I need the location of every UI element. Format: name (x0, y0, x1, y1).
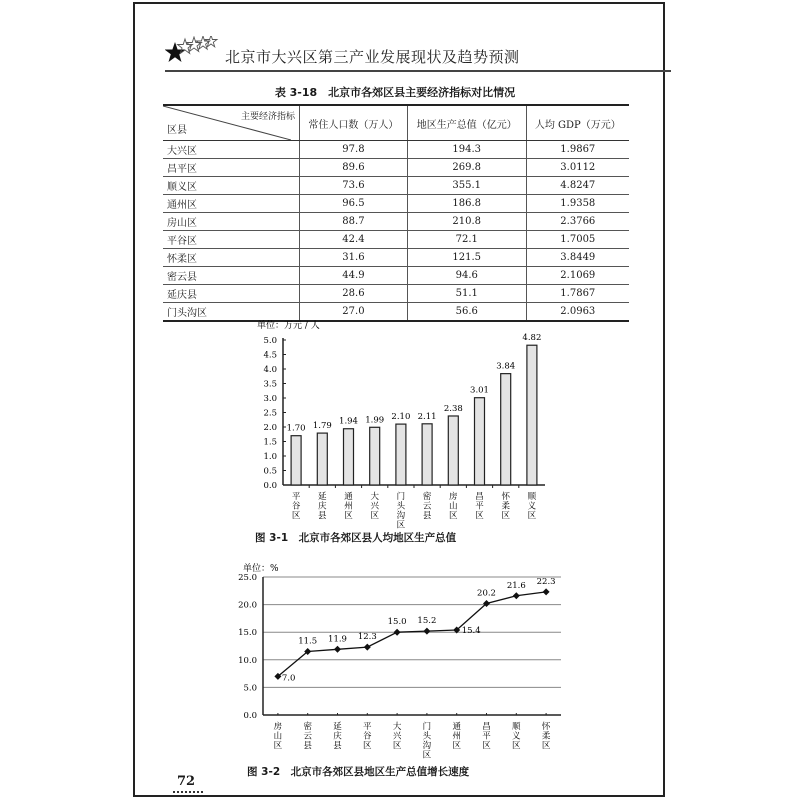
chart2-value-label: 15.2 (417, 616, 437, 627)
page-number-ornament (173, 791, 203, 795)
gdp-per-capita-cell: 1.9867 (526, 141, 629, 159)
gdp-cell: 56.6 (407, 303, 526, 322)
population-cell: 42.4 (300, 231, 408, 249)
chart1-category-label: 平 (291, 492, 301, 502)
chart2-diamond-marker (334, 646, 341, 653)
chart2-value-label: 21.6 (506, 580, 526, 591)
chart2-diamond-marker (364, 644, 371, 651)
table-row (163, 141, 629, 159)
chart1-value-label: 1.79 (312, 421, 332, 432)
economic-indicators-table (163, 104, 629, 322)
chart1-category-label: 头 (396, 501, 406, 512)
district-name-cell: 密云县 (163, 267, 300, 285)
gdp-cell: 72.1 (407, 231, 526, 249)
chart1-bar (370, 427, 380, 485)
district-name-cell: 延庆县 (163, 285, 300, 303)
chart1-category-label: 区 (527, 511, 537, 521)
chart2-value-label: 12.3 (357, 632, 377, 643)
chart1-category-label: 怀 (501, 492, 510, 502)
chart1-category-label: 平 (475, 501, 484, 512)
chart2-category-label: 延 (333, 722, 342, 732)
chart1-y-tick-label: 4.5 (263, 350, 277, 361)
chart1-bar (291, 436, 301, 485)
chart2-category-label: 谷 (363, 731, 372, 742)
chart1-value-label: 1.94 (339, 416, 358, 427)
chart2-category-label: 柔 (541, 731, 551, 742)
chart1-unit-label: 单位：万元 / 人 (257, 321, 320, 331)
gdp-cell: 121.5 (407, 249, 526, 267)
chart1-value-label: 2.10 (391, 412, 411, 423)
chart1-y-tick-label: 5.0 (263, 336, 277, 346)
chart2-category-label: 头 (422, 731, 432, 742)
chart2-x-labels (274, 713, 551, 761)
chart1-category-label: 山 (449, 501, 458, 512)
chart2-category-label: 县 (303, 741, 312, 751)
chart1-category-label: 区 (501, 511, 510, 521)
gdp-per-capita-cell: 1.7867 (526, 285, 629, 303)
chart1-category-label: 义 (527, 501, 537, 512)
chart1-bar (422, 424, 432, 485)
chart1-bar (527, 345, 537, 485)
table-row (163, 195, 629, 213)
district-name-cell: 怀柔区 (163, 249, 300, 267)
chart2-category-label: 平 (482, 731, 491, 742)
chart2-value-label: 20.2 (477, 588, 496, 599)
chart1-value-label: 2.11 (417, 411, 437, 422)
chart2-y-tick-label: 15.0 (238, 628, 257, 639)
table-row (163, 213, 629, 231)
chart1-bar (344, 429, 354, 485)
chart1-category-label: 庆 (318, 501, 327, 512)
chart1-bars (287, 333, 542, 485)
chart2-category-label: 区 (452, 741, 461, 751)
corner-label-district: 区县 (167, 125, 187, 136)
table-caption: 表 3-18 北京市各郊区县主要经济指标对比情况 (274, 86, 516, 99)
district-name-cell: 门头沟区 (163, 303, 300, 322)
gdp-per-capita-cell: 3.0112 (526, 159, 629, 177)
chart1-category-label: 县 (422, 511, 432, 521)
chart2-category-label: 昌 (482, 722, 491, 732)
chart2-category-label: 区 (482, 741, 491, 751)
chart2-y-tick-label: 0.0 (243, 711, 257, 721)
chart2-category-label: 县 (333, 741, 342, 751)
gdp-cell: 269.8 (407, 159, 526, 177)
chart2-category-label: 密 (303, 722, 312, 732)
chart1-y-tick-label: 2.5 (263, 408, 277, 419)
chart2-category-label: 通 (452, 722, 461, 732)
figure1-caption: 图 3-1 北京市各郊区县人均地区生产总值 (255, 532, 457, 544)
chart1-bar (448, 416, 458, 485)
gdp-cell: 355.1 (407, 177, 526, 195)
table-row (163, 177, 629, 195)
chart1-category-label: 州 (344, 501, 353, 512)
line-chart-gdp-growth (215, 562, 575, 777)
chart2-value-label: 15.0 (387, 617, 407, 628)
chart1-value-label: 1.99 (365, 415, 385, 426)
chart2-category-label: 云 (303, 731, 312, 742)
chart1-category-label: 房 (449, 492, 458, 502)
chart2-category-label: 区 (541, 741, 551, 751)
chart1-category-label: 通 (344, 492, 353, 502)
gdp-cell: 186.8 (407, 195, 526, 213)
chart2-category-label: 平 (363, 722, 372, 732)
chart2-diamond-marker (543, 588, 550, 595)
chart1-bar (475, 398, 485, 485)
chart2-category-label: 区 (512, 741, 521, 751)
chart2-category-label: 义 (512, 731, 521, 742)
gdp-cell: 94.6 (407, 267, 526, 285)
chart1-category-label: 谷 (291, 501, 301, 512)
chart1-y-tick-label: 0.0 (263, 481, 277, 491)
chart1-y-tick-label: 3.5 (263, 379, 277, 390)
chart1-category-label: 区 (344, 511, 353, 521)
table-row (163, 231, 629, 249)
chart2-category-label: 怀 (541, 722, 551, 732)
population-cell: 28.6 (300, 285, 408, 303)
chart1-x-labels (292, 485, 537, 531)
table-row (163, 285, 629, 303)
chart1-y-tick-label: 0.5 (263, 466, 277, 477)
table-corner-header (163, 105, 300, 141)
chart1-category-label: 区 (396, 520, 406, 531)
gdp-per-capita-cell: 2.0963 (526, 303, 629, 322)
district-name-cell: 平谷区 (163, 231, 300, 249)
chart2-y-tick-label: 20.0 (238, 600, 257, 611)
chart2-category-label: 区 (422, 750, 432, 761)
chart2-category-label: 区 (392, 741, 402, 751)
chart1-y-tick-label: 2.0 (263, 423, 277, 433)
district-name-cell: 昌平区 (163, 159, 300, 177)
population-cell: 96.5 (300, 195, 408, 213)
figure2-caption: 图 3-2 北京市各郊区县地区生产总值增长速度 (247, 766, 470, 778)
district-name-cell: 大兴区 (163, 141, 300, 159)
header-title: 北京市大兴区第三产业发展现状及趋势预测 (225, 48, 520, 66)
chart2-category-label: 门 (422, 722, 432, 732)
chart2-value-label: 11.5 (298, 636, 318, 647)
chart2-value-label: 22.3 (536, 576, 556, 587)
page-number: 72 (177, 774, 196, 789)
column-header-population: 常住人口数（万人） (300, 105, 408, 141)
chart1-category-label: 县 (318, 511, 327, 521)
district-name-cell: 房山区 (163, 213, 300, 231)
chart1-category-label: 柔 (501, 501, 510, 512)
chart1-y-tick-label: 1.5 (263, 437, 277, 448)
gdp-per-capita-cell: 1.9358 (526, 195, 629, 213)
chart2-y-tick-label: 25.0 (238, 573, 257, 583)
table-row (163, 267, 629, 285)
chart1-bar (501, 374, 511, 485)
chart2-diamond-marker (513, 592, 520, 599)
gdp-cell: 51.1 (407, 285, 526, 303)
population-cell: 88.7 (300, 213, 408, 231)
chart1-category-label: 区 (449, 511, 458, 521)
chart2-category-label: 山 (273, 731, 283, 742)
header-rule (165, 70, 671, 72)
population-cell: 89.6 (300, 159, 408, 177)
chart1-category-label: 顺 (527, 492, 537, 502)
chart1-category-label: 区 (475, 511, 484, 521)
chart2-diamond-marker (394, 629, 401, 636)
population-cell: 97.8 (300, 141, 408, 159)
chart1-bar (396, 424, 406, 485)
chart1-value-label: 2.38 (443, 403, 463, 414)
population-cell: 73.6 (300, 177, 408, 195)
gdp-cell: 210.8 (407, 213, 526, 231)
chart2-y-tick-label: 10.0 (238, 655, 257, 666)
corner-label-indicator: 主要经济指标 (240, 112, 295, 122)
chart2-category-label: 州 (452, 731, 461, 742)
chart1-category-label: 兴 (370, 501, 379, 512)
gdp-per-capita-cell: 2.3766 (526, 213, 629, 231)
column-header-gdp-per-capita: 人均 GDP（万元） (526, 105, 629, 141)
chart2-value-label: 7.0 (281, 673, 296, 684)
chart2-category-label: 兴 (392, 731, 402, 742)
chart2-category-label: 房 (273, 722, 283, 732)
chart1-category-label: 沟 (396, 511, 406, 521)
gdp-per-capita-cell: 3.8449 (526, 249, 629, 267)
chart1-value-label: 4.82 (522, 333, 542, 344)
chart2-category-label: 庆 (333, 731, 342, 742)
chart1-y-tick-label: 4.0 (263, 365, 277, 375)
column-header-gdp: 地区生产总值（亿元） (407, 105, 526, 141)
chart1-category-label: 区 (291, 511, 301, 521)
bar-chart-gdp-per-capita (235, 312, 555, 542)
population-cell: 27.0 (300, 303, 408, 322)
table-row (163, 249, 629, 267)
chart1-value-label: 3.01 (470, 385, 489, 396)
table-header-row (163, 105, 629, 141)
district-name-cell: 顺义区 (163, 177, 300, 195)
chart1-category-label: 密 (422, 492, 432, 502)
chart1-value-label: 1.70 (286, 423, 306, 434)
chart1-category-label: 门 (396, 492, 406, 502)
stars-icon (165, 36, 225, 70)
table-row (163, 159, 629, 177)
chart1-category-label: 区 (370, 511, 379, 521)
gdp-per-capita-cell: 4.8247 (526, 177, 629, 195)
gdp-cell: 194.3 (407, 141, 526, 159)
chart1-category-label: 云 (422, 501, 432, 512)
chart1-category-label: 延 (318, 492, 327, 502)
book-page (133, 2, 665, 797)
chart2-category-label: 区 (363, 741, 372, 751)
chart2-diamond-marker (423, 628, 430, 635)
chart2-category-label: 区 (273, 741, 283, 751)
population-cell: 31.6 (300, 249, 408, 267)
chart2-unit-label: 单位：% (243, 564, 279, 574)
chart1-bar (317, 433, 327, 485)
chart1-category-label: 昌 (475, 492, 484, 502)
chart2-category-label: 沟 (422, 741, 432, 751)
chart1-y-tick-label: 1.0 (263, 452, 277, 462)
chart1-y-tick-label: 3.0 (263, 394, 277, 404)
chart1-value-label: 3.84 (496, 361, 516, 372)
chart1-category-label: 大 (370, 492, 379, 502)
chart2-value-label: 15.4 (461, 625, 481, 636)
gdp-per-capita-cell: 1.7005 (526, 231, 629, 249)
chart2-category-label: 顺 (512, 722, 521, 732)
chart2-series (274, 577, 555, 683)
population-cell: 44.9 (300, 267, 408, 285)
chart2-category-label: 大 (392, 722, 402, 732)
gdp-per-capita-cell: 2.1069 (526, 267, 629, 285)
chart2-gridlines (238, 573, 561, 721)
district-name-cell: 通州区 (163, 195, 300, 213)
running-header (165, 34, 655, 70)
chart2-value-label: 11.9 (328, 634, 347, 645)
chart2-y-tick-label: 5.0 (243, 683, 257, 694)
